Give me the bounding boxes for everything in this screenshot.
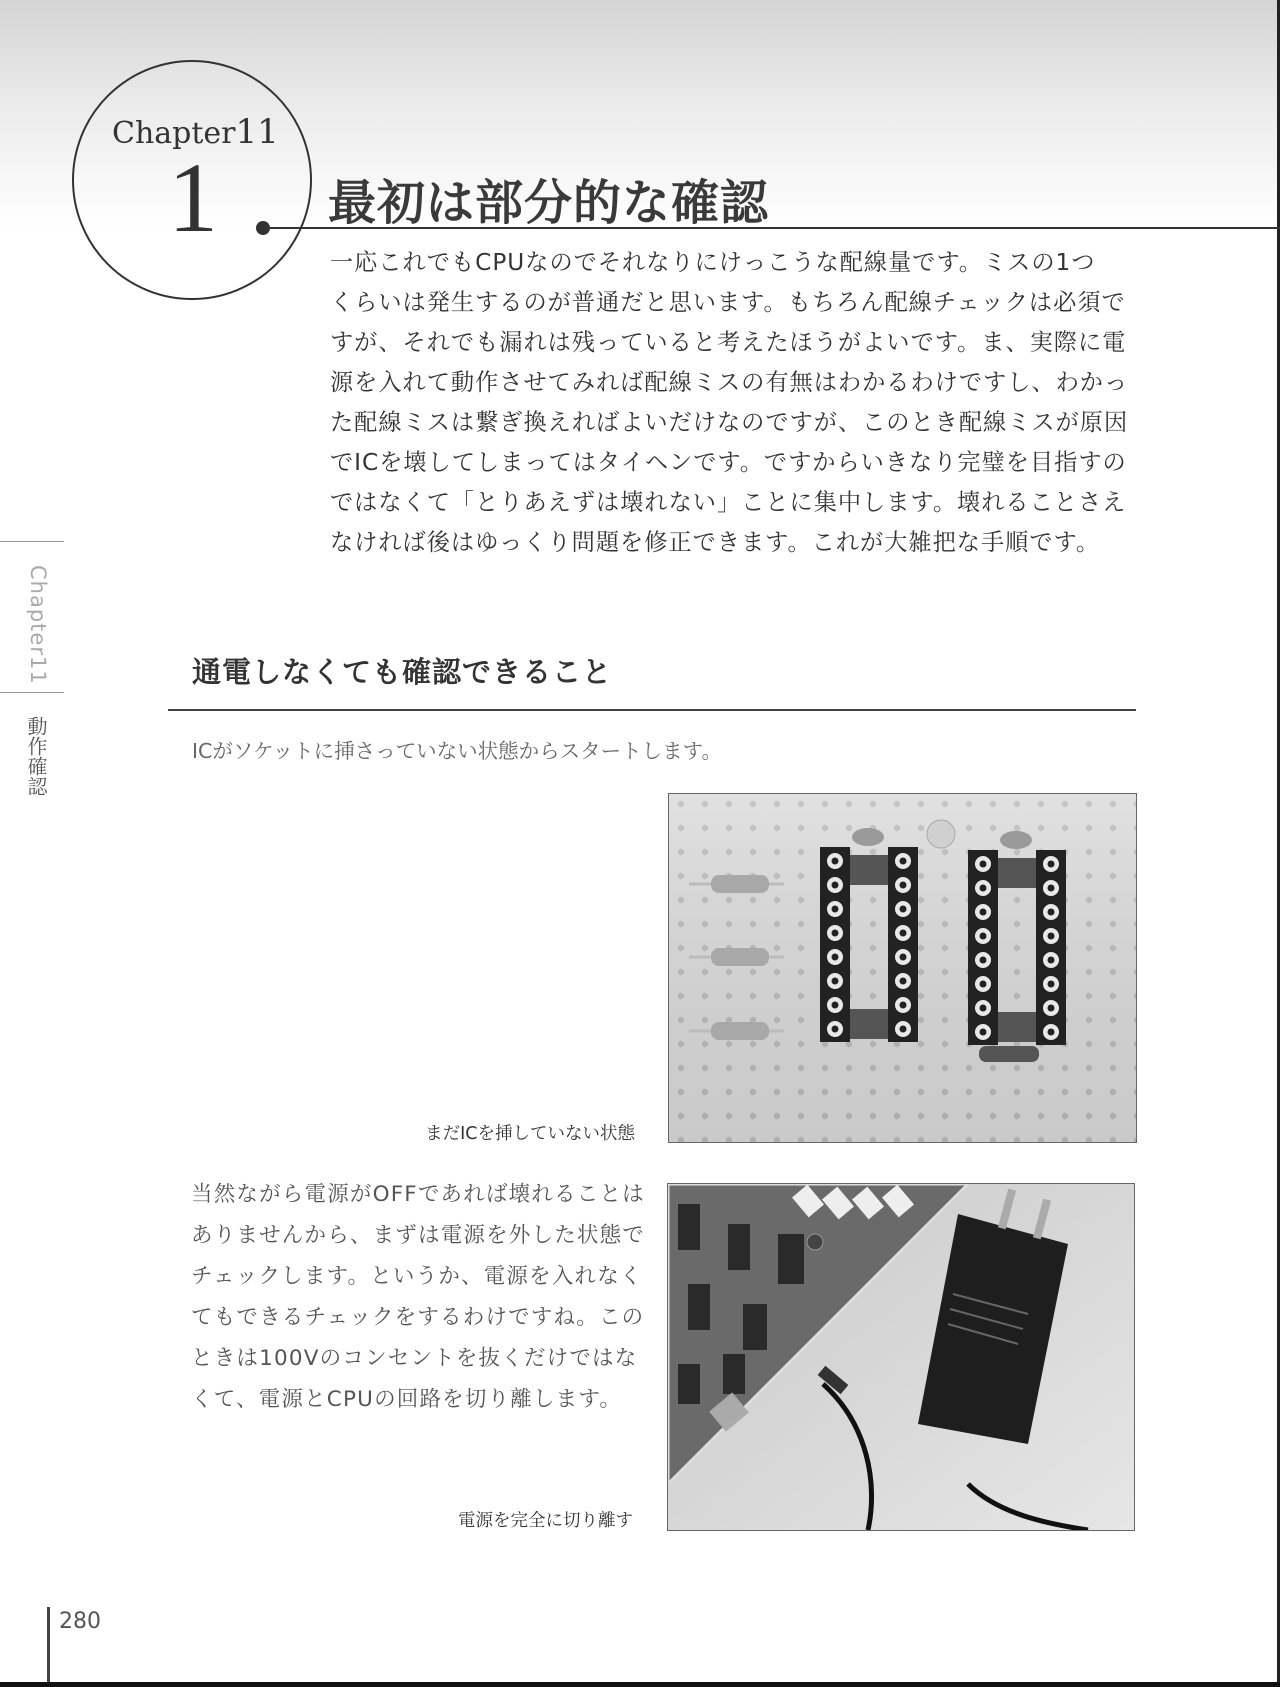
socket-hole	[980, 981, 987, 988]
section-number: 1	[168, 142, 218, 253]
socket-hole	[832, 954, 839, 961]
figure-caption: 電源を完全に切り離す	[458, 1511, 633, 1531]
perfboard-image	[669, 794, 1136, 1142]
text-line: すが、それでも漏れは残っていると考えたほうがよいです。ま、実際に電	[330, 329, 1127, 356]
socket-hole	[1048, 1005, 1055, 1012]
socket-bridge	[998, 1012, 1036, 1042]
text-line: ありませんから、まずは電源を外した状態で	[191, 1223, 646, 1248]
socket-bridge	[998, 858, 1036, 888]
resistor	[979, 1046, 1039, 1062]
intro-paragraph	[330, 243, 1150, 563]
text-line: ではなくて「とりあえずは壊れない」ことに集中します。壊れることさえ	[330, 489, 1127, 516]
page-title: 最初は部分的な確認	[328, 175, 770, 231]
text-line: くて、電源とCPUの回路を切り離します。	[191, 1387, 623, 1412]
text-line: ときは100Vのコンセントを抜くだけではな	[191, 1346, 638, 1371]
page-number-rule	[47, 1607, 50, 1687]
socket-hole	[1048, 1029, 1055, 1036]
socket-hole	[900, 930, 907, 937]
text-line: 源を入れて動作させてみれば配線ミスの有無はわかるわけですし、わかっ	[330, 369, 1129, 396]
socket-hole	[980, 909, 987, 916]
text-line: た配線ミスは繋ぎ換えればよいだけなのですが、このとき配線ミスが原因	[330, 409, 1129, 436]
text-line: くらいは発生するのが普通だと思います。もちろん配線チェックは必須で	[330, 289, 1126, 316]
text-line: でICを壊してしまってはタイヘンです。ですからいきなり完璧を目指すの	[330, 449, 1127, 476]
body-paragraph	[191, 1174, 645, 1420]
socket-hole	[900, 1002, 907, 1009]
figure-caption: まだICを挿していない状態	[425, 1124, 635, 1144]
page-number: 280	[59, 1609, 101, 1634]
socket-bridge	[850, 855, 888, 885]
socket-hole	[1048, 957, 1055, 964]
socket-hole	[980, 885, 987, 892]
sidebar-section: 動作確認	[24, 716, 48, 796]
socket-hole	[1048, 861, 1055, 868]
socket-bridge	[850, 1009, 888, 1039]
photo-empty-sockets	[668, 793, 1137, 1143]
socket-hole	[900, 882, 907, 889]
socket-hole	[980, 1029, 987, 1036]
socket-hole	[900, 858, 907, 865]
text-line: チェックします。というか、電源を入れなく	[191, 1264, 643, 1289]
text-line: 一応これでもCPUなのでそれなりにけっこうな配線量です。ミスの1つ	[330, 249, 1096, 276]
resistor	[711, 948, 769, 966]
socket-hole	[1048, 885, 1055, 892]
chapter-label-text: Chapter	[112, 116, 236, 151]
socket-hole	[832, 882, 839, 889]
sidebar-chapter: Chapter11	[26, 565, 50, 685]
socket-hole	[900, 954, 907, 961]
socket-hole	[832, 858, 839, 865]
socket-hole	[832, 1002, 839, 1009]
socket-hole	[1048, 909, 1055, 916]
photo-power-disconnected	[667, 1183, 1135, 1531]
capacitor	[852, 828, 884, 846]
socket-hole	[832, 906, 839, 913]
socket-hole	[980, 1005, 987, 1012]
page-bottom-edge	[0, 1682, 1280, 1687]
subsection-rule	[168, 709, 1136, 711]
socket-hole	[832, 1026, 839, 1033]
socket-hole	[900, 906, 907, 913]
socket-hole	[900, 1026, 907, 1033]
sidebar-rule	[0, 692, 64, 693]
capacitor	[1000, 831, 1032, 849]
socket-hole	[980, 957, 987, 964]
subsection-intro: ICがソケットに挿さっていない状態からスタートします。	[192, 739, 722, 763]
socket-hole	[832, 930, 839, 937]
resistor	[711, 875, 769, 893]
subsection-heading: 通電しなくても確認できること	[192, 655, 613, 689]
text-line: なければ後はゆっくり問題を修正できます。これが大雑把な手順です。	[330, 529, 1101, 556]
led	[927, 820, 955, 848]
sidebar-rule	[0, 541, 64, 542]
socket-hole	[980, 861, 987, 868]
board-adapter-image	[668, 1184, 1134, 1530]
resistor	[711, 1022, 769, 1040]
socket-hole	[1048, 981, 1055, 988]
socket-hole	[980, 933, 987, 940]
socket-hole	[832, 978, 839, 985]
chapter-number: 11	[235, 112, 279, 152]
text-line: てもできるチェックをするわけですね。この	[191, 1305, 645, 1330]
socket-hole	[1048, 933, 1055, 940]
socket-hole	[900, 978, 907, 985]
text-line: 当然ながら電源がOFFであれば壊れることは	[191, 1182, 645, 1207]
